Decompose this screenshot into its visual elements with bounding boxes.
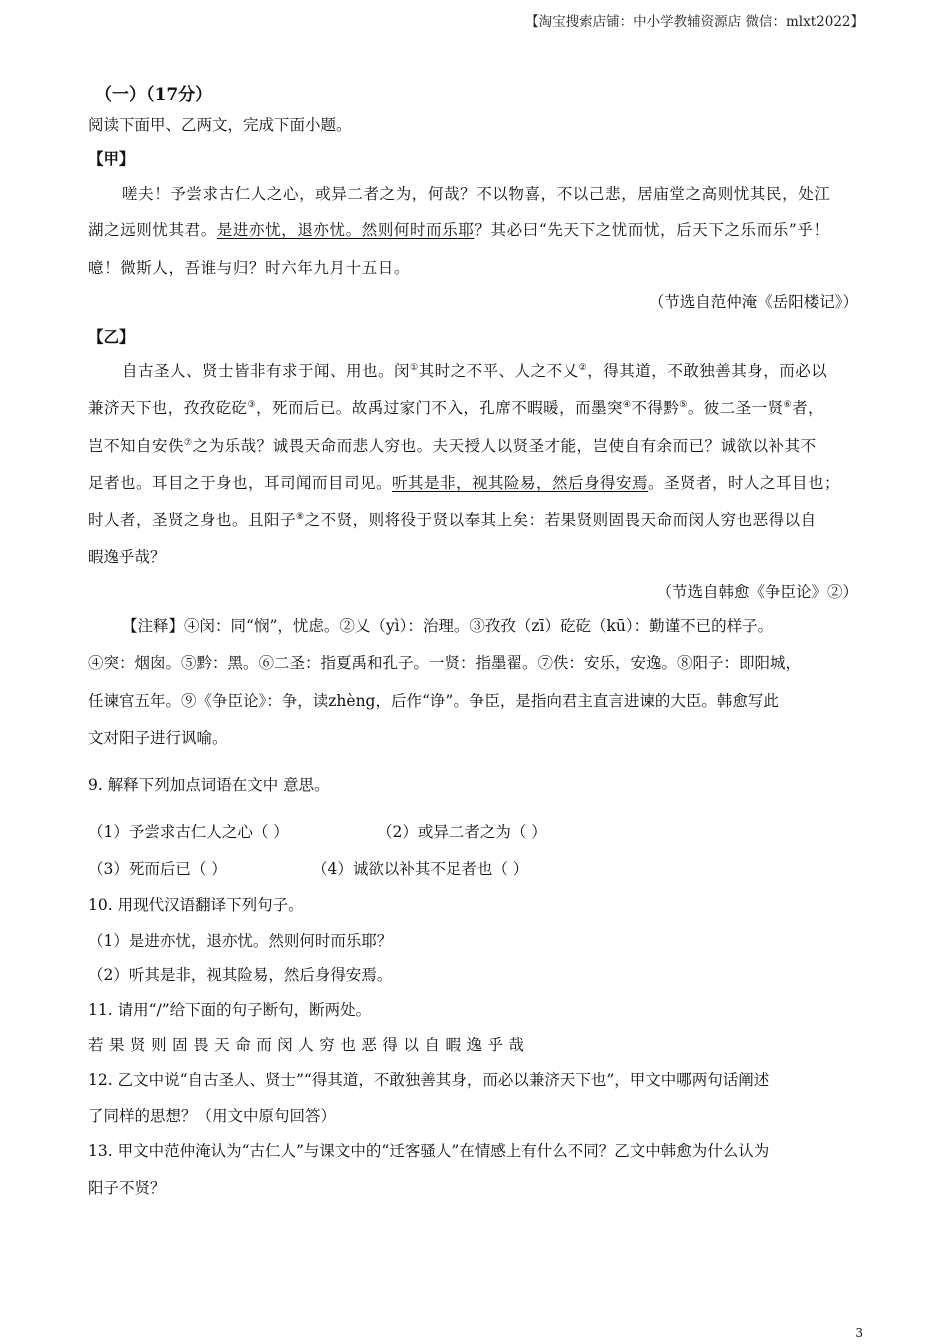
text-span: 者， [792, 399, 824, 417]
passage-yi-line: 暇逸乎哉？ [88, 548, 166, 566]
text-span: ，得其道，不敢独善其身，而必以 [587, 362, 828, 380]
text-span: 。彼二圣一贤 [687, 399, 784, 417]
notes-line: 任谏官五年。⑨《争臣论》：争，读zhèng，后作“诤”。争臣，是指向君主直言进谏的大臣。韩愈写此 [88, 692, 779, 710]
passage-yi-line [88, 434, 817, 456]
footnote-marker: ④ [622, 400, 632, 410]
footnote-marker: ⑤ [679, 400, 688, 410]
footnote-marker: ② [578, 363, 588, 373]
question-10-item: （1）是进亦忧，退亦忧。然则何时而乐耶？ [88, 932, 393, 950]
passage-yi-line [88, 508, 817, 530]
passage-yi-source: （节选自韩愈《争臣论》②） [656, 583, 858, 601]
question-11: 11. 请用“/”给下面的句子断句，断两处。 [88, 1001, 372, 1019]
passage-jia-line: 噫！微斯人，吾谁与归？时六年九月十五日。 [88, 259, 411, 277]
notes-line: ④突：烟囱。⑤黔：黑。⑥二圣：指夏禹和孔子。一贤：指墨翟。⑦佚：安乐，安逸。⑧阳子：即阳城， [88, 654, 802, 672]
text-span: 其时之不平、人之不乂 [418, 362, 579, 380]
passage-yi-line [122, 359, 827, 381]
page-number: 3 [855, 1326, 863, 1340]
text-span: 兼济天下也，孜孜矻矻 [88, 399, 248, 417]
text-span: 足者也。耳目之于身也，耳司闻而目司见。 [88, 474, 393, 492]
question-9-item: （4）诚欲以补其不足者也（ ） [312, 860, 529, 878]
notes-label: 【注释】 [122, 617, 185, 635]
question-9: 9. 解释下列加点词语在文中 意思。 [88, 776, 330, 794]
passage-yi-label: 【乙】 [88, 327, 135, 346]
underlined-sentence: 听其是非，视其险易，然后身得安焉 [392, 474, 649, 492]
footnote-marker: ⑧ [296, 512, 305, 522]
question-13: 阳子不贤？ [88, 1179, 166, 1197]
text-span: 。圣贤者，时人之耳目也； [648, 474, 841, 492]
question-9-item: （1）予尝求古仁人之心（ ） [88, 823, 289, 841]
footnote-marker: ③ [247, 400, 257, 410]
page-header: 【淘宝搜索店铺：中小学教辅资源店 微信：mlxt2022】 [525, 14, 864, 30]
text-span: 自古圣人、贤士皆非有求于闻、用也。闵 [122, 362, 411, 380]
text-span: ，死而后已。故禹过家门不入，孔席不暇暖，而墨突 [256, 399, 623, 417]
question-9-item: （2）或异二者之为（ ） [377, 823, 547, 841]
passage-jia-line [88, 218, 830, 240]
text-span: ？其必曰“先天下之忧而忧，后天下之乐而乐”乎！ [474, 221, 830, 239]
passage-yi-line [88, 396, 824, 418]
instruction: 阅读下面甲、乙两文，完成下面小题。 [88, 116, 352, 134]
text-span: 湖之远则忧其君。 [88, 221, 217, 239]
text-span: 之不贤，则将役于贤以奉其上矣：若果贤则固畏天命而闵人穷也恶得以自 [304, 511, 817, 529]
footnote-marker: ⑥ [783, 400, 793, 410]
footnote-marker: ⑦ [184, 438, 193, 448]
text-span: ④闵：同“悯”，忧虑。②乂（yì）：治理。③孜孜（zī）矻矻（kū）：勤谨不已的样子。 [184, 617, 774, 635]
question-12: 12. 乙文中说“自古圣人、贤士”“得其道，不敢独善其身，而必以兼济天下也”，甲文中哪两句话阐述 [88, 1071, 770, 1089]
question-9-item: （3）死而后已（ ） [88, 860, 227, 878]
passage-jia-line: 嗟夫！予尝求古仁人之心，或异二者之为，何哉？不以物喜，不以己悲，居庙堂之高则忧其民，处江 [122, 185, 831, 203]
question-10: 10. 用现代汉语翻译下列句子。 [88, 896, 304, 914]
question-11-text: 若 果 贤 则 固 畏 天 命 而 闵 人 穷 也 恶 得 以 自 暇 逸 乎 哉 [88, 1036, 525, 1054]
question-13: 13. 甲文中范仲淹认为“古仁人”与课文中的“迁客骚人”在情感上有什么不同？乙文中韩愈为什么认为 [88, 1142, 770, 1160]
text-span: 岂不知自安佚 [88, 437, 185, 455]
section-title: （一）（17分） [95, 85, 213, 105]
passage-yi-line [88, 471, 840, 493]
footnote-marker: ① [410, 363, 419, 373]
text-span: 时人者，圣贤之身也。且阳子 [88, 511, 297, 529]
text-span: 不得黔 [631, 399, 680, 417]
notes-line [122, 614, 773, 636]
question-10-item: （2）听其是非，视其险易，然后身得安焉。 [88, 966, 393, 984]
underlined-sentence: 是进亦忧，退亦忧。然则何时而乐耶 [216, 221, 475, 239]
text-span: 之为乐哉？诚畏天命而悲人穷也。夫天授人以贤圣才能，岂使自有余而已？诚欲以补其不 [192, 437, 817, 455]
passage-jia-source: （节选自范仲淹《岳阳楼记》） [648, 293, 858, 311]
passage-jia-label: 【甲】 [88, 149, 135, 168]
question-12: 了同样的思想？（用文中原句回答） [88, 1107, 337, 1125]
notes-line: 文对阳子进行讽喻。 [88, 729, 228, 747]
